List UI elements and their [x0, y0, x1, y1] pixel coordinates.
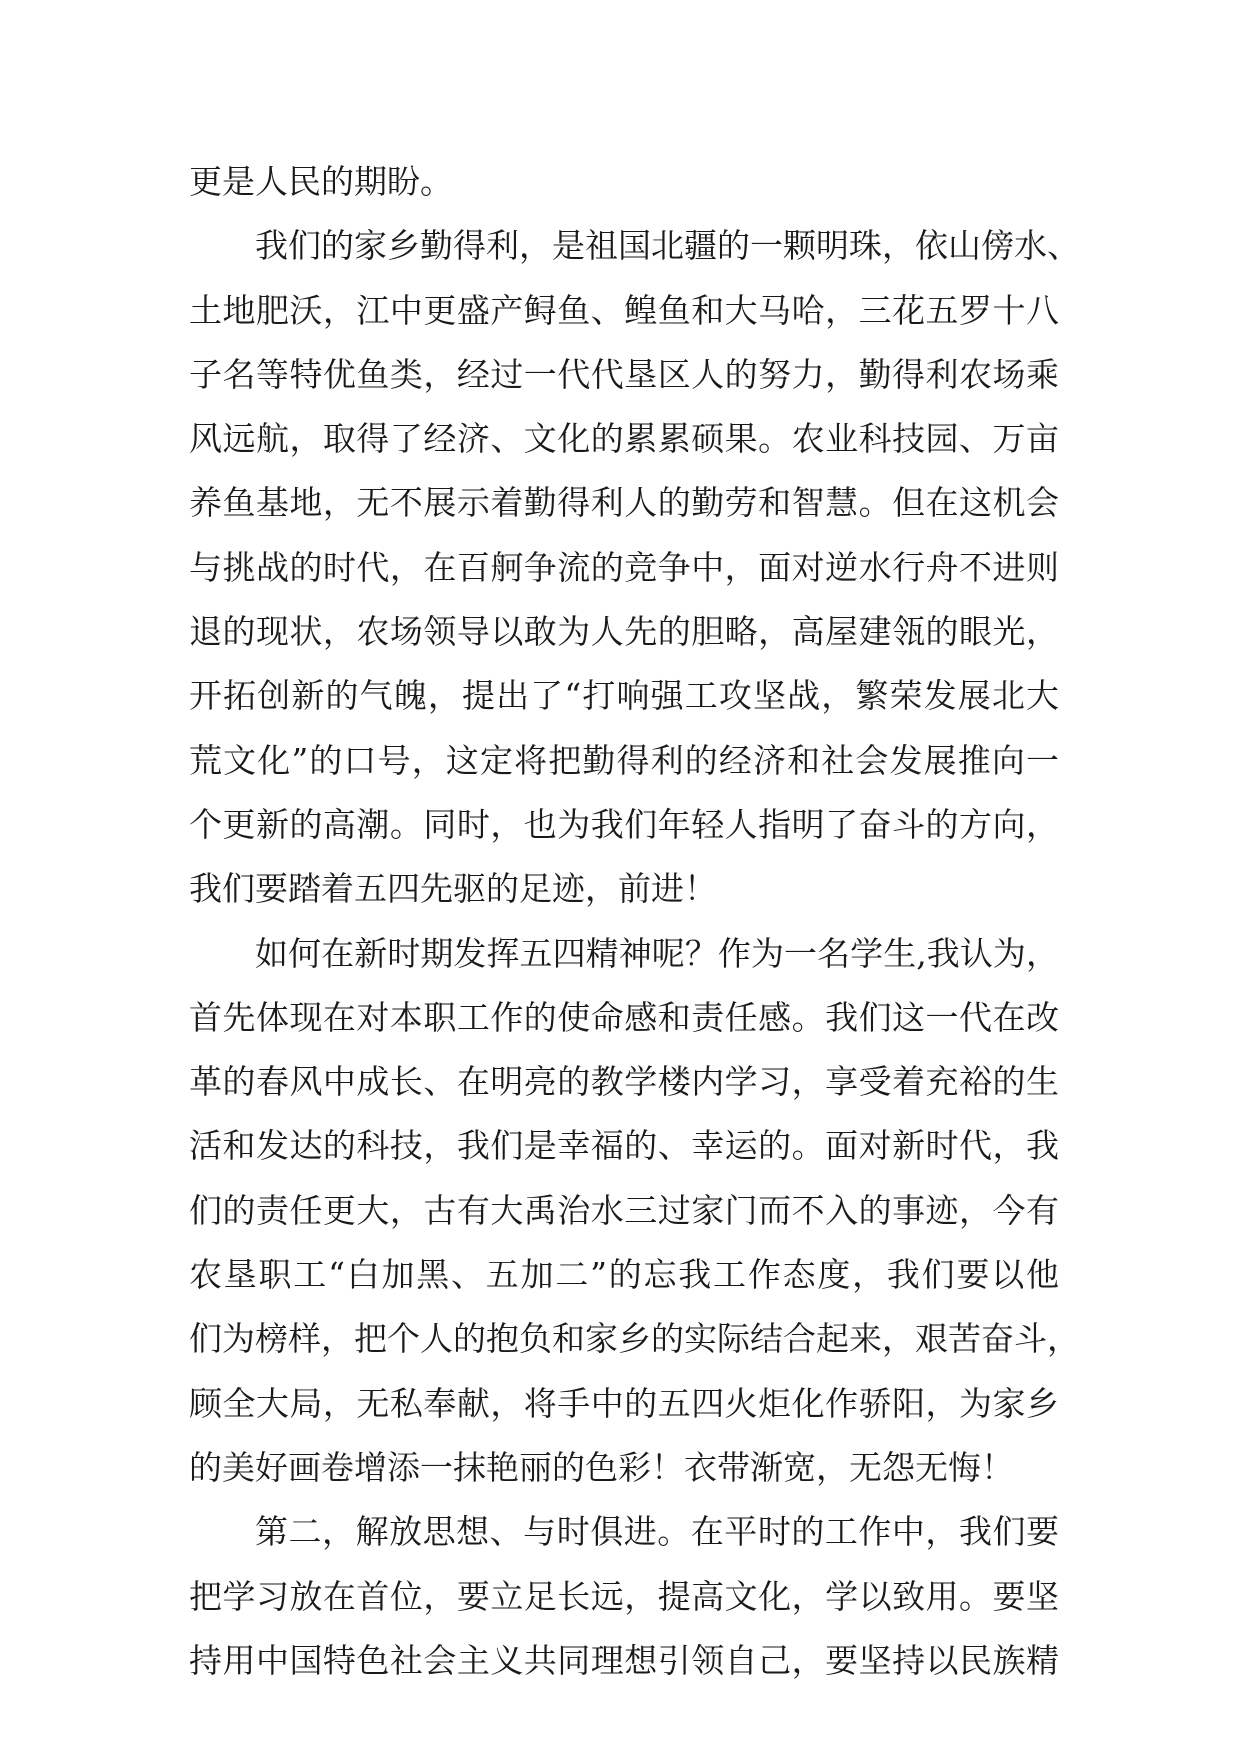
- text-line: 养鱼基地，无不展示着勤得利人的勤劳和智慧。但在这机会: [189, 483, 1059, 523]
- text-line: 们的责任更大，古有大禹治水三过家门而不入的事迹，今有: [189, 1190, 1059, 1230]
- text-line: 个更新的高潮。同时，也为我们年轻人指明了奋斗的方向，: [189, 804, 1059, 844]
- text-line: 的美好画卷增添一抹艳丽的色彩！衣带渐宽，无怨无悔！: [189, 1447, 1014, 1487]
- text-line: 我们的家乡勤得利，是祖国北疆的一颗明珠，依山傍水、: [255, 226, 1080, 266]
- body-text: [189, 150, 1080, 1693]
- text-line: 把学习放在首位，要立足长远，提高文化，学以致用。要坚: [189, 1576, 1059, 1616]
- text-line: 风远航，取得了经济、文化的累累硕果。农业科技园、万亩: [189, 419, 1059, 459]
- text-line: 如何在新时期发挥五四精神呢？作为一名学生,我认为，: [255, 933, 1059, 973]
- text-line: 们为榜样，把个人的抱负和家乡的实际结合起来，艰苦奋斗，: [189, 1319, 1080, 1359]
- text-line: 活和发达的科技，我们是幸福的、幸运的。面对新时代，我: [189, 1126, 1059, 1166]
- text-line: 首先体现在对本职工作的使命感和责任感。我们这一代在改: [189, 997, 1059, 1037]
- text-line: 荒文化”的口号，这定将把勤得利的经济和社会发展推向一: [189, 740, 1059, 780]
- text-line: 我们要踏着五四先驱的足迹，前进！: [189, 869, 717, 909]
- text-line: 退的现状，农场领导以敢为人先的胆略，高屋建瓴的眼光，: [189, 612, 1059, 652]
- text-line: 开拓创新的气魄，提出了“打响强工攻坚战，繁荣发展北大: [189, 676, 1059, 716]
- text-line: 更是人民的期盼。: [189, 162, 453, 201]
- text-line: 顾全大局，无私奉献，将手中的五四火炬化作骄阳，为家乡: [189, 1383, 1059, 1423]
- text-line: 土地肥沃，江中更盛产鲟鱼、鳇鱼和大马哈，三花五罗十八: [189, 290, 1059, 330]
- text-line: 子名等特优鱼类，经过一代代垦区人的努力，勤得利农场乘: [189, 354, 1059, 394]
- text-line: 第二，解放思想、与时俱进。在平时的工作中，我们要: [255, 1512, 1059, 1552]
- text-line: 持用中国特色社会主义共同理想引领自己，要坚持以民族精: [189, 1640, 1059, 1680]
- text-line: 农垦职工“白加黑、五加二”的忘我工作态度，我们要以他: [189, 1255, 1059, 1295]
- text-line: 与挑战的时代，在百舸争流的竞争中，面对逆水行舟不进则: [189, 547, 1059, 587]
- text-line: 革的春风中成长、在明亮的教学楼内学习，享受着充裕的生: [189, 1062, 1059, 1102]
